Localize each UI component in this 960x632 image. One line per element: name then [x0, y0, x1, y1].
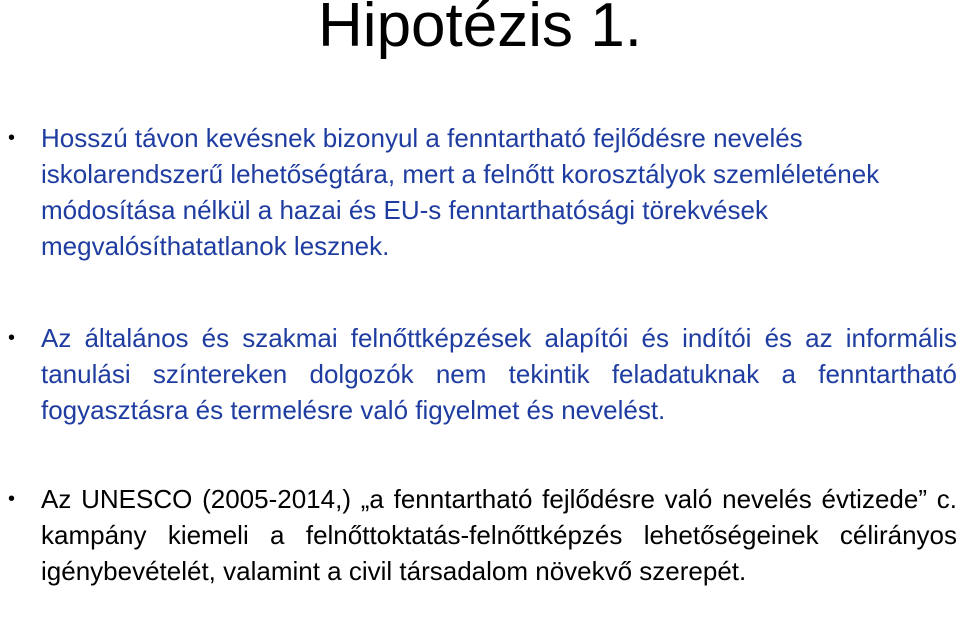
bullet-icon: •	[8, 127, 16, 149]
bullet-text-1: Hosszú távon kevésnek bizonyul a fenntartható fejlődésre nevelés iskolarendszerű lehetőségtára, mert a felnőtt korosztályok szemléletének módosítása nélkül a hazai és EU-s fenntarthatósági törekvések megvalósíthatatlanok lesznek.	[41, 123, 880, 261]
bullet-text-2: Az általános és szakmai felnőttképzések alapítói és indítói és az informális tanulási színtereken dolgozók nem tekintik feladatuknak a fenntartható fogyasztásra és termelésre való figyelmet és nevelést.	[41, 323, 957, 425]
bullet-icon: •	[8, 488, 16, 510]
bullet-icon: •	[8, 327, 16, 349]
slide-title: Hipotézis 1.	[318, 0, 642, 60]
bullet-text-3: Az UNESCO (2005-2014,) „a fenntartható fejlődésre való nevelés évtizede” c. kampány kiemeli a felnőttoktatás-felnőttképzés lehetőségeinek célirányos igénybevételét, valamint a civil társadalom növekvő szerepét.	[41, 484, 957, 586]
